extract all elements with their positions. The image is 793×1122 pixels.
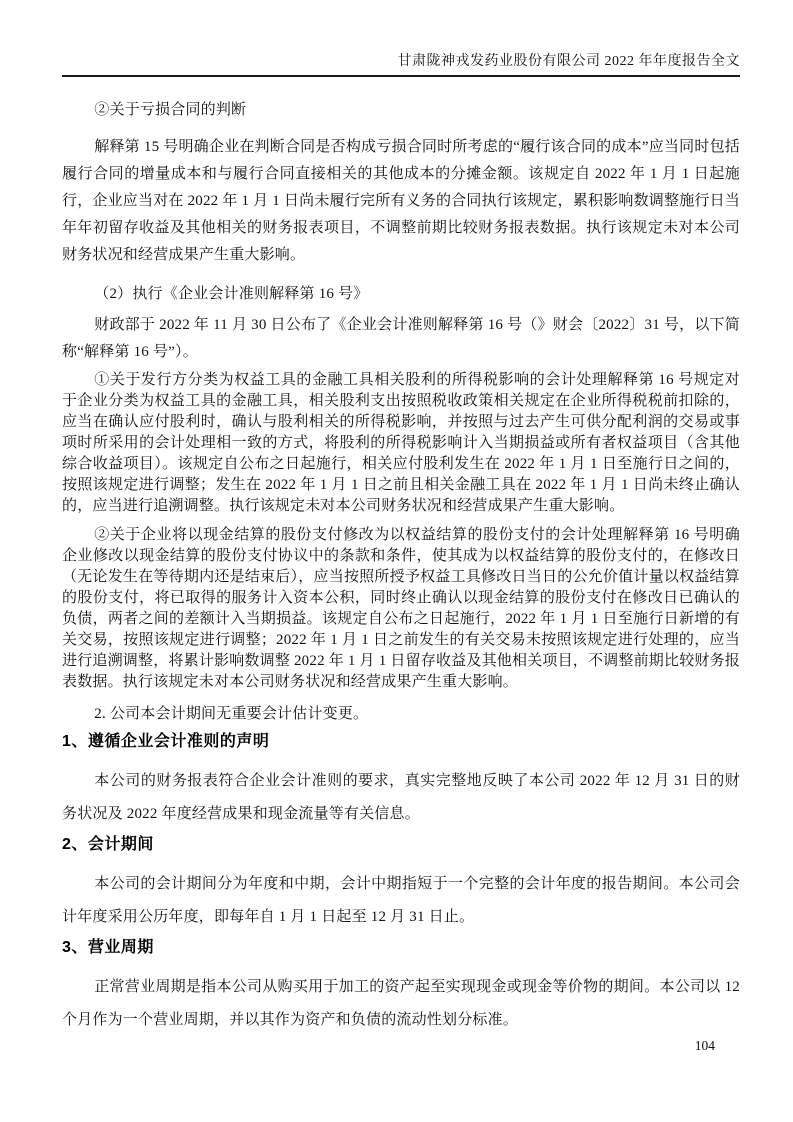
paragraph-mof-announcement: 财政部于 2022 年 11 月 30 日公布了《企业会计准则解释第 16 号（》财会〔2022〕31 号，以下简称“解释第 16 号”）。 [62, 317, 740, 360]
paragraph-operating-cycle: 正常营业周期是指本公司从购买用于加工的资产起至实现现金或现金等价物的期间。本公司以 12 个月作为一个营业周期，并以其作为资产和负债的流动性划分标准。 [62, 979, 740, 1028]
paragraph-equity-instrument-dividend-tax: ①关于发行方分类为权益工具的金融工具相关股利的所得税影响的会计处理解释第 16 号规定对于企业分类为权益工具的金融工具，相关股利支出按照税收政策相关规定在企业所得税税前扣除的，应当在确认应付股利时，确认与股利相关的所得税影响，并按照与过去产生可供分配利润的交易或事项时所采用的会计处理相一致的方式，将股利的所得税影响计入当期损益或所有者权益项目（含其他综合收益项目）。该规定自公布之日起施行，相关应付股利发生在 2022 年 1 月 1 日至施行日之间的，按照该规定进行调整；发生在 2022 年 1 月 1 日之前且相关金融工具在 2022 年 1 月 1 日尚未终止确认的，应当进行追溯调整。执行该规定未对本公司财务状况和经营成果产生重大影响。 [62, 372, 740, 514]
subparagraph-no-estimate-change: 2. 公司本会计期间无重要会计估计变更。 [94, 706, 369, 722]
paragraph-accounting-period: 本公司的会计期间分为年度和中期，会计中期指短于一个完整的会计年度的报告期间。本公司会计年度采用公历年度，即每年自 1 月 1 日起至 12 月 31 日止。 [62, 876, 740, 925]
section-heading-accounting-period: 2、会计期间 [62, 836, 154, 853]
page-header [62, 0, 740, 77]
subparagraph-interpretation-16-title: （2）执行《企业会计准则解释第 16 号》 [94, 286, 369, 302]
page-header-title: 甘肃陇神戎发药业股份有限公司 2022 年年度报告全文 [397, 54, 740, 69]
page-number: 104 [694, 1038, 715, 1053]
subparagraph-loss-contract-judgment: ②关于亏损合同的判断 [94, 102, 247, 118]
section-heading-operating-cycle: 3、营业周期 [62, 939, 154, 956]
paragraph-interpretation-15: 解释第 15 号明确企业在判断合同是否构成亏损合同时所考虑的“履行该合同的成本”应当同时包括履行合同的增量成本和与履行合同直接相关的其他成本的分摊金额。该规定自 2022 年 1 月 1 日起施行，企业应当对在 2022 年 1 月 1 日尚未履行完所有义务的合同执行该规定，累积影响数调整施行日当年年初留存收益及其他相关的财务报表项目，不调整前期比较财务报表数据。执行该规定未对本公司财务状况和经营成果产生重大影响。 [62, 139, 740, 263]
paragraph-share-payment-modification: ②关于企业将以现金结算的股份支付修改为以权益结算的股份支付的会计处理解释第 16 号明确企业修改以现金结算的股份支付协议中的条款和条件，使其成为以权益结算的股份支付的，在修改日（无论发生在等待期内还是结束后），应当按照所授予权益工具修改日当日的公允价值计量以权益结算的股份支付，将已取得的服务计入资本公积，同时终止确认以现金结算的股份支付在修改日已确认的负债，两者之间的差额计入当期损益。该规定自公布之日起施行，2022 年 1 月 1 日至施行日新增的有关交易，按照该规定进行调整；2022 年 1 月 1 日之前发生的有关交易未按照该规定进行处理的，应当进行追溯调整，将累计影响数调整 2022 年 1 月 1 日留存收益及其他相关项目，不调整前期比较财务报表数据。执行该规定未对本公司财务状况和经营成果产生重大影响。 [62, 527, 740, 690]
section-heading-accounting-standards-statement: 1、遵循企业会计准则的声明 [62, 733, 270, 750]
paragraph-accounting-standards-statement: 本公司的财务报表符合企业会计准则的要求，真实完整地反映了本公司 2022 年 12 月 31 日的财务状况及 2022 年度经营成果和现金流量等有关信息。 [62, 773, 740, 822]
